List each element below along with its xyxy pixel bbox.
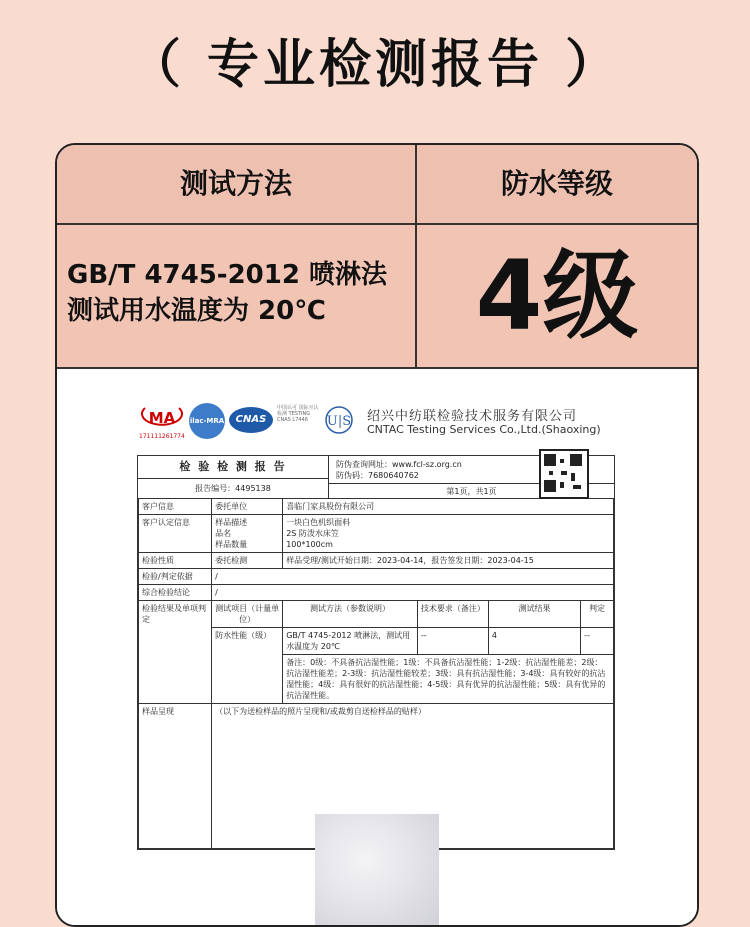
sample-photo	[315, 814, 439, 927]
report-table	[138, 498, 614, 849]
cell: 客户信息	[139, 499, 212, 515]
report-logos	[139, 403, 619, 447]
cell: 客户认定信息	[139, 515, 212, 553]
test-report-image	[57, 369, 697, 927]
cell: 综合检验结论	[139, 585, 212, 601]
grade-value: 4级	[475, 240, 639, 352]
cell: 测试项目（计量单位）	[212, 601, 283, 628]
ma-logo-icon	[139, 405, 185, 431]
cell: 测试方法（参数说明）	[283, 601, 418, 628]
cnas-text: 中国认可 国际互认 检测 TESTING CNAS L7446	[277, 405, 319, 423]
cell: 委托单位	[212, 499, 283, 515]
table-row	[139, 585, 614, 601]
ilac-logo-icon: ilac-MRA	[189, 403, 225, 439]
table-row	[139, 569, 614, 585]
qr-code-icon	[539, 449, 589, 499]
header-method: 测试方法	[179, 167, 292, 200]
ma-code: 171111261774	[139, 433, 185, 440]
cell: /	[212, 569, 614, 585]
cell: 喜临门家具股份有限公司	[283, 499, 614, 515]
cell: 检验性质	[139, 553, 212, 569]
report-form	[137, 455, 615, 850]
cell: 委托检测	[212, 553, 283, 569]
table-row	[139, 601, 614, 628]
cell: --	[417, 628, 488, 655]
cell: 判定	[581, 601, 614, 628]
cell: 一块白色机织面料 2S 防泼水床笠 100*100cm	[283, 515, 614, 553]
table-header	[57, 145, 697, 225]
header-grade: 防水等级	[500, 167, 613, 200]
cell: （以下为送检样品的照片呈现和/或裁剪自送检样品的贴样）	[212, 704, 614, 849]
table-row	[139, 499, 614, 515]
page-info: 第1页，共1页	[329, 483, 614, 497]
anti-fake-code: 防伪码：7680640762	[336, 471, 419, 480]
cnas-logo-icon: CNAS	[229, 407, 273, 433]
cell: 备注：0级：不具备抗沾湿性能；1级：不具备抗沾湿性能；1-2级：抗沾湿性能差；2级：抗沾湿性能差；2-3级：抗沾湿性能较差；3级：具有抗沾湿性能；3-4级：具有较好的抗沾湿性能；4级：具有很好的抗沾湿性能；4-5级：具有优异的抗沾湿性能；5级：具有优异的抗沾湿性能。	[283, 655, 614, 704]
cell: 测试结果	[488, 601, 580, 628]
us-logo-icon	[324, 405, 354, 439]
cell: 检验结果及单项判定	[139, 601, 212, 704]
cell: 样品呈现	[139, 704, 212, 849]
report-number: 报告编号：4495138	[138, 479, 329, 498]
cell: 4	[488, 628, 580, 655]
ma-label: MA	[148, 409, 176, 427]
method-line-2: 测试用水温度为 20℃	[67, 296, 326, 326]
test-method	[67, 257, 387, 329]
table-row	[139, 553, 614, 569]
cell: --	[581, 628, 614, 655]
company-name-en: CNTAC Testing Services Co.,Ltd.(Shaoxing)	[367, 423, 601, 436]
svg-text:U|S: U|S	[326, 414, 352, 429]
cell: 技术要求（备注）	[417, 601, 488, 628]
report-title: 检 验 检 测 报 告	[138, 456, 329, 479]
cell: 样品描述 品名 样品数量	[212, 515, 283, 553]
company-name-cn: 绍兴中纺联检验技术服务有限公司	[367, 409, 578, 424]
page-title: （ 专业检测报告 ）	[128, 35, 622, 95]
cell: 防水性能（级）	[212, 628, 283, 704]
cell: /	[212, 585, 614, 601]
cell: 样品受理/测试开始日期：2023-04-14，报告签发日期：2023-04-15	[283, 553, 614, 569]
method-line-1: GB/T 4745-2012 喷淋法	[67, 260, 388, 290]
query-site: 防伪查询网址：www.fcl-sz.org.cn	[336, 460, 462, 469]
table-row	[139, 515, 614, 553]
test-result-card	[55, 143, 699, 927]
cell: 检验/判定依据	[139, 569, 212, 585]
cell: GB/T 4745-2012 喷淋法，测试用水温度为 20℃	[283, 628, 418, 655]
